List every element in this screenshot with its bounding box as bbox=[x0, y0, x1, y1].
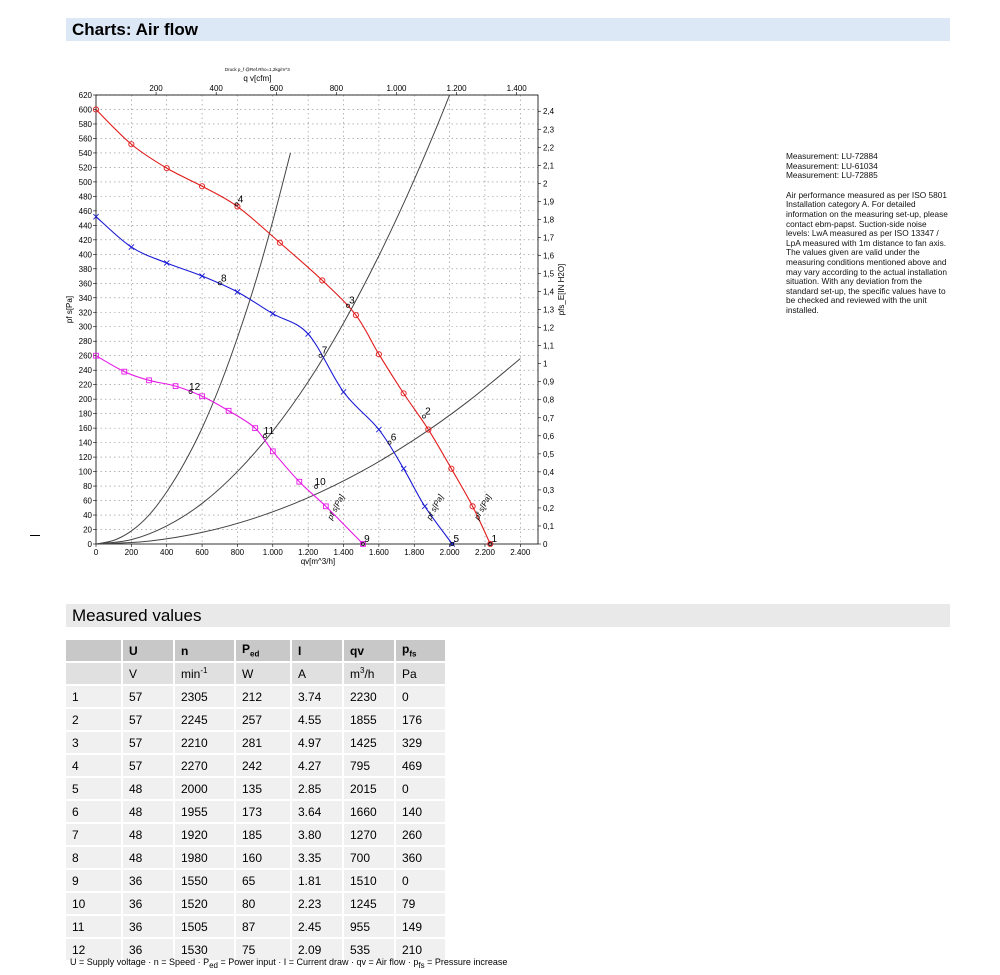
table-cell: 469 bbox=[396, 755, 447, 778]
column-unit bbox=[344, 663, 396, 686]
y2-tick-label: 2,2 bbox=[543, 143, 555, 153]
margin-dash bbox=[30, 535, 40, 536]
operating-point-label: 7 bbox=[321, 345, 328, 357]
table-cell: 57 bbox=[123, 755, 175, 778]
y2-tick-label: 0,1 bbox=[543, 521, 555, 531]
operating-point-label: 12 bbox=[189, 381, 201, 393]
table-cell: 36 bbox=[123, 916, 175, 939]
table-cell: 2.09 bbox=[292, 939, 344, 962]
table-cell: 48 bbox=[123, 847, 175, 870]
chart-title: Druck p_f @Ref.Rho=1,2kg/m^3 bbox=[224, 67, 290, 72]
table-row bbox=[66, 916, 447, 939]
column-header-label: n bbox=[181, 643, 189, 658]
y-tick-label: 120 bbox=[78, 453, 92, 463]
y-tick-label: 440 bbox=[78, 221, 92, 231]
table-cell: 8 bbox=[66, 847, 123, 870]
table-cell: 176 bbox=[396, 709, 447, 732]
column-header bbox=[236, 640, 292, 663]
y-tick-label: 480 bbox=[78, 192, 92, 202]
table-cell: 48 bbox=[123, 801, 175, 824]
y-tick-label: 40 bbox=[83, 511, 92, 521]
table-cell: 1245 bbox=[344, 893, 396, 916]
operating-point-label: 2 bbox=[425, 406, 431, 418]
y-tick-label: 180 bbox=[78, 409, 92, 419]
table-cell: 36 bbox=[123, 870, 175, 893]
y2-tick-label: 1,1 bbox=[543, 341, 555, 351]
column-unit bbox=[292, 663, 344, 686]
table-cell: 36 bbox=[123, 893, 175, 916]
table-cell: 329 bbox=[396, 732, 447, 755]
table-cell: 1660 bbox=[344, 801, 396, 824]
x2-tick-label: 600 bbox=[269, 84, 283, 93]
y-tick-label: 280 bbox=[78, 337, 92, 347]
column-header bbox=[123, 640, 175, 663]
y-tick-label: 400 bbox=[78, 250, 92, 260]
table-cell: 2245 bbox=[175, 709, 236, 732]
y2-tick-label: 1,5 bbox=[543, 269, 555, 279]
table-header-row bbox=[66, 640, 447, 663]
x2-axis-label: q v[cfm] bbox=[243, 74, 272, 83]
table-cell: 149 bbox=[396, 916, 447, 939]
table-cell: 0 bbox=[396, 686, 447, 709]
table-cell: 535 bbox=[344, 939, 396, 962]
x-tick-label: 1.600 bbox=[368, 548, 389, 557]
table-cell: 4.27 bbox=[292, 755, 344, 778]
table-cell: 2.23 bbox=[292, 893, 344, 916]
y-tick-label: 420 bbox=[78, 235, 92, 245]
operating-point-label: 10 bbox=[314, 476, 326, 488]
y-tick-label: 100 bbox=[78, 467, 92, 477]
table-cell: 87 bbox=[236, 916, 292, 939]
measured-section-header bbox=[66, 604, 950, 627]
unit-label: V bbox=[129, 666, 138, 681]
column-header-label: U bbox=[129, 643, 138, 658]
table-cell: 2015 bbox=[344, 778, 396, 801]
curve-2-marker bbox=[422, 504, 427, 509]
measurement-description: Air performance measured as per ISO 5801 Installation category A. For detailed information on the measuring set-up, please contact ebm-papst. Suction-side noise levels: LwA measured as per ISO 13347 / LpA measured with 1m distance to fan axis. The values given are valid under the measuring conditions mentioned above and may vary according to the actual installation situation. With any deviation from the standard set-up, the specific values have to be checked and reviewed with the unit installed. bbox=[786, 189, 948, 315]
y-tick-label: 80 bbox=[83, 482, 92, 492]
x-tick-label: 2.400 bbox=[510, 548, 531, 557]
x-tick-label: 1.800 bbox=[404, 548, 425, 557]
table-cell: 185 bbox=[236, 824, 292, 847]
measured-section-title: Measured values bbox=[72, 606, 202, 625]
operating-point-label: 1 bbox=[491, 534, 498, 545]
x2-tick-label: 800 bbox=[329, 84, 344, 93]
table-cell: 1920 bbox=[175, 824, 236, 847]
table-cell: 3.74 bbox=[292, 686, 344, 709]
table-cell: 3 bbox=[66, 732, 123, 755]
operating-point-label: 8 bbox=[220, 273, 227, 285]
table-cell: 6 bbox=[66, 801, 123, 824]
measurement-notes bbox=[786, 152, 951, 316]
x-tick-label: 1.400 bbox=[333, 548, 354, 557]
unit-label: A bbox=[298, 666, 307, 681]
table-cell: 12 bbox=[66, 939, 123, 962]
x2-tick-label: 1.000 bbox=[386, 84, 407, 93]
y-tick-label: 340 bbox=[78, 293, 92, 303]
legend-sub-a: ed bbox=[209, 960, 218, 970]
operating-point-label: 6 bbox=[390, 432, 397, 444]
table-cell: 0 bbox=[396, 778, 447, 801]
table-cell: 2210 bbox=[175, 732, 236, 755]
y-tick-label: 220 bbox=[78, 380, 92, 390]
table-cell: 9 bbox=[66, 870, 123, 893]
table-cell: 1425 bbox=[344, 732, 396, 755]
table-cell: 4 bbox=[66, 755, 123, 778]
table-row bbox=[66, 732, 447, 755]
y-tick-label: 520 bbox=[78, 163, 92, 173]
table-cell: 1 bbox=[66, 686, 123, 709]
column-header-sub: ed bbox=[250, 649, 260, 659]
chart-section-title: Charts: Air flow bbox=[72, 20, 198, 39]
x-tick-label: 2.200 bbox=[474, 548, 495, 557]
table-row bbox=[66, 870, 447, 893]
table-cell: 57 bbox=[123, 732, 175, 755]
column-header bbox=[175, 640, 236, 663]
table-cell: 700 bbox=[344, 847, 396, 870]
header-empty bbox=[66, 640, 123, 663]
column-header-sub: fs bbox=[409, 649, 417, 659]
column-unit bbox=[396, 663, 447, 686]
table-cell: 2305 bbox=[175, 686, 236, 709]
table-cell: 135 bbox=[236, 778, 292, 801]
measurement-2: Measurement: LU-61034 bbox=[786, 160, 878, 171]
y-tick-label: 540 bbox=[78, 148, 92, 158]
unit-sup: -1 bbox=[200, 666, 208, 675]
table-cell: 65 bbox=[236, 870, 292, 893]
curve-2-marker bbox=[341, 389, 346, 394]
column-unit bbox=[123, 663, 175, 686]
y-tick-label: 600 bbox=[78, 105, 92, 115]
operating-point-label: 11 bbox=[263, 426, 275, 438]
table-cell: 4.55 bbox=[292, 709, 344, 732]
unit-tail: /h bbox=[364, 667, 375, 681]
curve-2-marker bbox=[376, 427, 381, 432]
column-header-label: I bbox=[298, 643, 302, 658]
curve-2-marker bbox=[306, 331, 311, 336]
table-cell: 281 bbox=[236, 732, 292, 755]
table-cell: 1530 bbox=[175, 939, 236, 962]
x-tick-label: 200 bbox=[124, 548, 139, 557]
table-cell: 2270 bbox=[175, 755, 236, 778]
chart-section-header bbox=[66, 18, 950, 41]
air-flow-chart-svg bbox=[60, 60, 580, 575]
table-cell: 3.64 bbox=[292, 801, 344, 824]
y2-tick-label: 1,2 bbox=[543, 323, 555, 333]
y-tick-label: 500 bbox=[78, 177, 92, 187]
table-row bbox=[66, 755, 447, 778]
table-cell: 1955 bbox=[175, 801, 236, 824]
curve-2-marker bbox=[401, 466, 406, 471]
x2-tick-label: 1.400 bbox=[506, 84, 527, 93]
curve-2-label: pf s[Pa] bbox=[424, 493, 446, 522]
table-row bbox=[66, 847, 447, 870]
column-header bbox=[344, 640, 396, 663]
unit-sup: 3 bbox=[360, 666, 365, 675]
table-cell: 257 bbox=[236, 709, 292, 732]
table-units-row bbox=[66, 663, 447, 686]
measurement-1: Measurement: LU-72884 bbox=[786, 151, 878, 161]
y2-tick-label: 1,6 bbox=[543, 251, 555, 261]
unit-label: m bbox=[350, 667, 360, 681]
x2-tick-label: 200 bbox=[149, 84, 163, 93]
y-tick-label: 300 bbox=[78, 322, 92, 332]
table-cell: 11 bbox=[66, 916, 123, 939]
table-row bbox=[66, 778, 447, 801]
units-empty bbox=[66, 663, 123, 686]
y2-tick-label: 0 bbox=[543, 540, 548, 549]
curve-2-marker bbox=[164, 260, 169, 265]
table-cell: 36 bbox=[123, 939, 175, 962]
curve-1-label: pf s[Pa] bbox=[472, 493, 494, 522]
y2-tick-label: 1,3 bbox=[543, 305, 555, 315]
x-tick-label: 600 bbox=[195, 548, 209, 557]
table-cell: 1550 bbox=[175, 870, 236, 893]
y-tick-label: 620 bbox=[78, 91, 92, 100]
table-row bbox=[66, 824, 447, 847]
table-cell: 2 bbox=[66, 709, 123, 732]
column-unit bbox=[175, 663, 236, 686]
table-cell: 2.85 bbox=[292, 778, 344, 801]
y2-tick-label: 0,7 bbox=[543, 413, 555, 423]
y2-tick-label: 0,3 bbox=[543, 485, 555, 495]
x-tick-label: 400 bbox=[160, 548, 174, 557]
table-cell: 57 bbox=[123, 709, 175, 732]
table-row bbox=[66, 893, 447, 916]
column-unit bbox=[236, 663, 292, 686]
x-tick-label: 1.000 bbox=[262, 548, 283, 557]
table-cell: 955 bbox=[344, 916, 396, 939]
y2-tick-label: 0,6 bbox=[543, 431, 555, 441]
table-cell: 160 bbox=[236, 847, 292, 870]
table-cell: 2000 bbox=[175, 778, 236, 801]
y2-tick-label: 1,8 bbox=[543, 215, 555, 225]
table-cell: 1980 bbox=[175, 847, 236, 870]
y-tick-label: 0 bbox=[87, 540, 92, 549]
table-row bbox=[66, 686, 447, 709]
y2-tick-label: 0,8 bbox=[543, 395, 555, 405]
table-cell: 1510 bbox=[344, 870, 396, 893]
y2-tick-label: 0,4 bbox=[543, 467, 555, 477]
legend-part-a: U = Supply voltage · n = Speed · P bbox=[70, 957, 210, 967]
legend-part-b: = Power input · I = Current draw · qv = Air flow · p bbox=[218, 957, 419, 967]
y2-tick-label: 2,3 bbox=[543, 125, 555, 135]
y2-tick-label: 0,2 bbox=[543, 503, 555, 513]
x2-tick-label: 1.200 bbox=[446, 84, 467, 93]
y-tick-label: 460 bbox=[78, 206, 92, 216]
table-cell: 7 bbox=[66, 824, 123, 847]
y-tick-label: 360 bbox=[78, 279, 92, 289]
table-cell: 5 bbox=[66, 778, 123, 801]
unit-label: min bbox=[181, 667, 201, 681]
y2-tick-label: 1,4 bbox=[543, 287, 555, 297]
table-cell: 360 bbox=[396, 847, 447, 870]
operating-point-label: 3 bbox=[349, 295, 355, 307]
y-axis-label: pf s[Pa] bbox=[65, 295, 74, 324]
curve-2-marker bbox=[199, 273, 204, 278]
system-curve-1 bbox=[96, 153, 290, 544]
y2-tick-label: 1,9 bbox=[543, 197, 555, 207]
column-header-label: p bbox=[402, 642, 410, 657]
table-cell: 1855 bbox=[344, 709, 396, 732]
table-cell: 0 bbox=[396, 870, 447, 893]
column-header bbox=[396, 640, 447, 663]
y2-axis-label: pfs_E[IN H2O] bbox=[557, 263, 566, 316]
table-row bbox=[66, 709, 447, 732]
x-tick-label: 800 bbox=[230, 548, 245, 557]
unit-label: W bbox=[242, 666, 254, 681]
x-tick-label: 0 bbox=[93, 548, 99, 557]
table-cell: 140 bbox=[396, 801, 447, 824]
table-cell: 210 bbox=[396, 939, 447, 962]
x2-tick-label: 400 bbox=[209, 84, 223, 93]
table-cell: 75 bbox=[236, 939, 292, 962]
table-cell: 3.35 bbox=[292, 847, 344, 870]
column-header bbox=[292, 640, 344, 663]
column-header-label: P bbox=[242, 642, 251, 657]
y2-tick-label: 1,7 bbox=[543, 233, 555, 243]
measurement-3: Measurement: LU-72885 bbox=[786, 170, 878, 181]
x-tick-label: 1.200 bbox=[298, 548, 319, 557]
air-flow-chart bbox=[60, 60, 580, 575]
table-cell: 1505 bbox=[175, 916, 236, 939]
table-cell: 260 bbox=[396, 824, 447, 847]
y2-tick-label: 1 bbox=[543, 359, 548, 369]
table-cell: 57 bbox=[123, 686, 175, 709]
x-tick-label: 2.000 bbox=[439, 548, 460, 557]
unit-label: Pa bbox=[402, 666, 417, 681]
table-cell: 1520 bbox=[175, 893, 236, 916]
y-tick-label: 380 bbox=[78, 264, 92, 274]
y-tick-label: 560 bbox=[78, 134, 92, 144]
column-header-label: qv bbox=[350, 643, 365, 658]
table-cell: 795 bbox=[344, 755, 396, 778]
measured-values-table bbox=[66, 640, 447, 962]
y2-tick-label: 0,9 bbox=[543, 377, 555, 387]
y-tick-label: 320 bbox=[78, 308, 92, 318]
table-cell: 10 bbox=[66, 893, 123, 916]
table-cell: 4.97 bbox=[292, 732, 344, 755]
operating-point-label: 9 bbox=[364, 534, 370, 545]
y-tick-label: 580 bbox=[78, 119, 92, 129]
table-cell: 242 bbox=[236, 755, 292, 778]
y-tick-label: 60 bbox=[83, 496, 92, 506]
curve-3-label: pf s[Pa] bbox=[325, 493, 347, 522]
table-cell: 173 bbox=[236, 801, 292, 824]
legend-part-c: = Pressure increase bbox=[424, 957, 508, 967]
table-cell: 79 bbox=[396, 893, 447, 916]
table-legend bbox=[70, 957, 507, 970]
y-tick-label: 200 bbox=[78, 395, 92, 405]
y-tick-label: 240 bbox=[78, 366, 92, 376]
y2-tick-label: 2,1 bbox=[543, 161, 555, 171]
table-cell: 2.45 bbox=[292, 916, 344, 939]
y2-tick-label: 2,4 bbox=[543, 107, 555, 117]
table-cell: 3.80 bbox=[292, 824, 344, 847]
y-tick-label: 160 bbox=[78, 424, 92, 434]
fan-curve-3 bbox=[96, 356, 363, 544]
operating-point-label: 5 bbox=[453, 534, 460, 545]
table-row bbox=[66, 801, 447, 824]
table-cell: 80 bbox=[236, 893, 292, 916]
y2-tick-label: 0,5 bbox=[543, 449, 555, 459]
y-tick-label: 20 bbox=[83, 525, 92, 535]
legend-sub-b: fs bbox=[418, 960, 425, 970]
y2-tick-label: 2 bbox=[543, 179, 548, 189]
table-cell: 48 bbox=[123, 824, 175, 847]
y-tick-label: 260 bbox=[78, 351, 92, 361]
table-cell: 2230 bbox=[344, 686, 396, 709]
y-tick-label: 140 bbox=[78, 438, 92, 448]
operating-point-label: 4 bbox=[237, 194, 244, 206]
table-cell: 1.81 bbox=[292, 870, 344, 893]
table-cell: 48 bbox=[123, 778, 175, 801]
table-cell: 212 bbox=[236, 686, 292, 709]
table-cell: 1270 bbox=[344, 824, 396, 847]
x-axis-label: qv[m^3/h] bbox=[300, 557, 336, 566]
